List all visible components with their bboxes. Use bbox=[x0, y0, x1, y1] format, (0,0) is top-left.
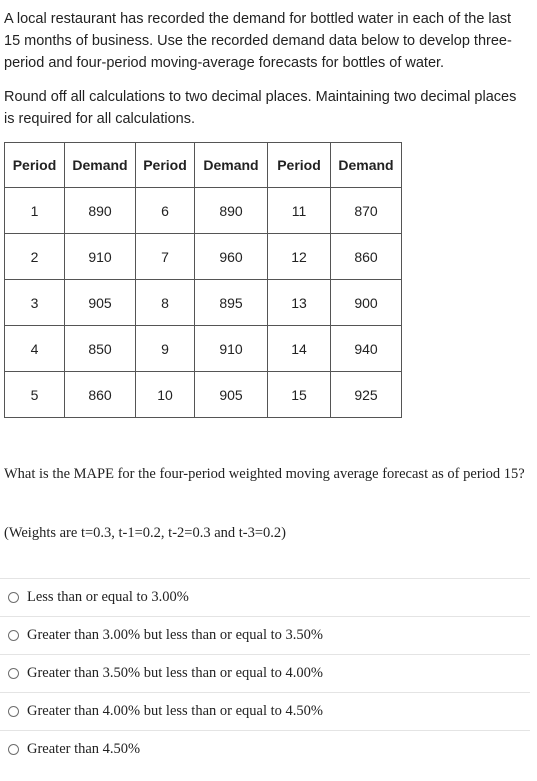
option-label: Greater than 4.00% but less than or equal to 4.50% bbox=[27, 703, 323, 719]
table-cell: 860 bbox=[331, 234, 402, 280]
table-cell: 910 bbox=[195, 326, 268, 372]
answer-option-5[interactable] bbox=[0, 730, 530, 768]
table-cell: 890 bbox=[65, 188, 136, 234]
option-label: Greater than 3.00% but less than or equal to 3.50% bbox=[27, 627, 323, 643]
table-cell: 2 bbox=[5, 234, 65, 280]
table-cell: 13 bbox=[268, 280, 331, 326]
table-header-row bbox=[5, 143, 402, 188]
table-cell: 910 bbox=[65, 234, 136, 280]
table-cell: 900 bbox=[331, 280, 402, 326]
table-cell: 940 bbox=[331, 326, 402, 372]
radio-button-icon[interactable] bbox=[8, 592, 19, 603]
header-period-1: Period bbox=[5, 143, 65, 188]
table-cell: 925 bbox=[331, 372, 402, 418]
table-cell: 860 bbox=[65, 372, 136, 418]
table-cell: 4 bbox=[5, 326, 65, 372]
table-cell: 895 bbox=[195, 280, 268, 326]
table-cell: 905 bbox=[65, 280, 136, 326]
table-row bbox=[5, 188, 402, 234]
option-label: Greater than 3.50% but less than or equal to 4.00% bbox=[27, 665, 323, 681]
option-label: Less than or equal to 3.00% bbox=[27, 589, 189, 605]
rounding-instructions: Round off all calculations to two decimal places. Maintaining two decimal places is required for all calculations. bbox=[4, 89, 517, 127]
radio-button-icon[interactable] bbox=[8, 706, 19, 717]
table-cell: 6 bbox=[136, 188, 195, 234]
table-cell: 7 bbox=[136, 234, 195, 280]
answer-option-4[interactable] bbox=[0, 692, 530, 730]
table-cell: 5 bbox=[5, 372, 65, 418]
header-demand-1: Demand bbox=[65, 143, 136, 188]
header-period-2: Period bbox=[136, 143, 195, 188]
table-cell: 8 bbox=[136, 280, 195, 326]
table-cell: 12 bbox=[268, 234, 331, 280]
radio-button-icon[interactable] bbox=[8, 668, 19, 679]
table-row bbox=[5, 234, 402, 280]
table-cell: 1 bbox=[5, 188, 65, 234]
table-cell: 14 bbox=[268, 326, 331, 372]
table-row bbox=[5, 326, 402, 372]
table-row bbox=[5, 280, 402, 326]
table-row bbox=[5, 372, 402, 418]
answer-options bbox=[0, 578, 530, 768]
header-demand-2: Demand bbox=[195, 143, 268, 188]
table-cell: 905 bbox=[195, 372, 268, 418]
question-text: What is the MAPE for the four-period weighted moving average forecast as of period 15? bbox=[4, 466, 525, 482]
table-cell: 10 bbox=[136, 372, 195, 418]
option-label: Greater than 4.50% bbox=[27, 741, 141, 757]
weights-note: (Weights are t=0.3, t-1=0.2, t-2=0.3 and t-3=0.2) bbox=[4, 525, 287, 541]
table-cell: 960 bbox=[195, 234, 268, 280]
header-demand-3: Demand bbox=[331, 143, 402, 188]
table-cell: 850 bbox=[65, 326, 136, 372]
answer-option-1[interactable] bbox=[0, 578, 530, 616]
radio-button-icon[interactable] bbox=[8, 630, 19, 641]
table-cell: 9 bbox=[136, 326, 195, 372]
answer-option-3[interactable] bbox=[0, 654, 530, 692]
table-cell: 870 bbox=[331, 188, 402, 234]
intro-paragraph: A local restaurant has recorded the demand for bottled water in each of the last 15 months of business. Use the recorded demand data below to develop three-period and four-period moving-average forecasts for bottles of water. bbox=[4, 11, 512, 71]
table-cell: 890 bbox=[195, 188, 268, 234]
table-cell: 15 bbox=[268, 372, 331, 418]
header-period-3: Period bbox=[268, 143, 331, 188]
radio-button-icon[interactable] bbox=[8, 744, 19, 755]
answer-option-2[interactable] bbox=[0, 616, 530, 654]
table-cell: 11 bbox=[268, 188, 331, 234]
table-cell: 3 bbox=[5, 280, 65, 326]
demand-table bbox=[4, 142, 402, 418]
